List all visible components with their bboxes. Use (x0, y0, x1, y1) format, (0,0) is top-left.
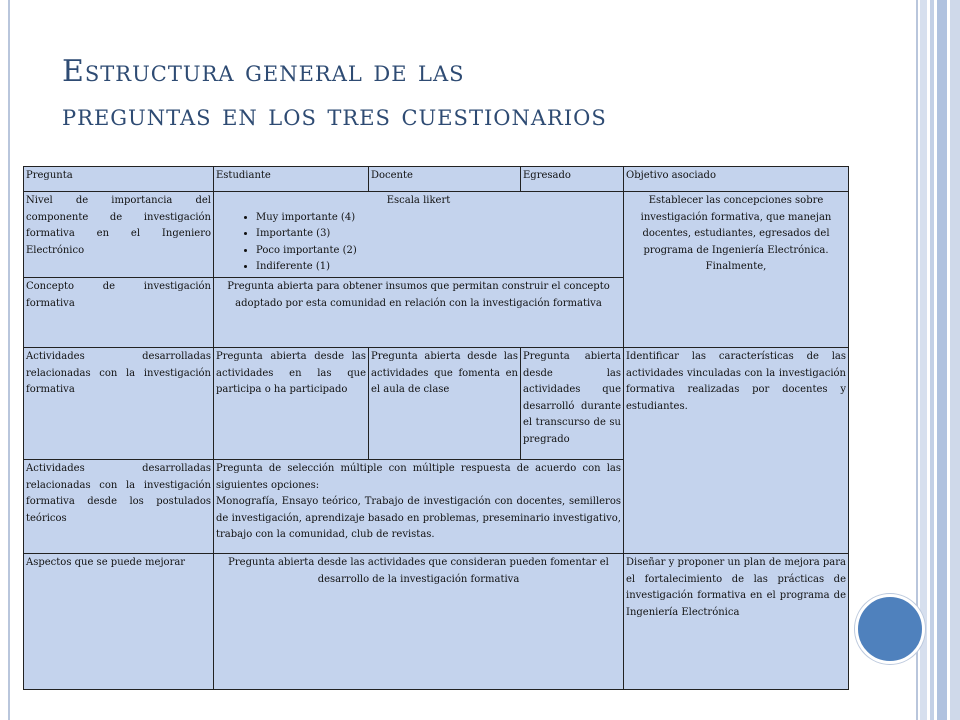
row4-respuesta-line1: Pregunta de selección múltiple con múltiple respuesta de acuerdo con las siguientes opciones: (216, 463, 621, 491)
likert-item: • Poco importante (2) (256, 243, 621, 260)
row2-respuesta: Pregunta abierta para obtener insumos que permitan construir el concepto adoptado por esta comunidad en relación con la investigación formativa (214, 278, 624, 348)
header-objetivo: Objetivo asociado (624, 167, 849, 192)
row3-egresado: Pregunta abierta desde las actividades que desarrolló durante el transcurso de su pregrado (521, 348, 624, 460)
row3-docente: Pregunta abierta desde las actividades que fomenta en el aula de clase (369, 348, 521, 460)
row5-objetivo: Diseñar y proponer un plan de mejora para el fortalecimiento de las prácticas de investigación formativa en el programa de Ingeniería Electrónica (624, 554, 849, 690)
row3-estudiante: Pregunta abierta desde las actividades en las que participa o ha participado (214, 348, 369, 460)
table-row (24, 348, 849, 460)
row1-objetivo: Establecer las concepciones sobre investigación formativa, que manejan docentes, estudiantes, egresados del programa de Ingeniería Electrónica. Finalmente, (624, 192, 849, 348)
likert-item: • Importante (3) (256, 226, 621, 243)
row4-pregunta: Actividades desarrolladas relacionadas con la investigación formativa desde los postulados teóricos (24, 460, 214, 554)
questions-table (23, 166, 849, 690)
likert-item: • Muy importante (4) (256, 210, 621, 227)
table-header-row (24, 167, 849, 192)
header-egresado: Egresado (521, 167, 624, 192)
table-row (24, 192, 849, 278)
row3-pregunta: Actividades desarrolladas relacionadas con la investigación formativa (24, 348, 214, 460)
header-pregunta: Pregunta (24, 167, 214, 192)
row4-respuesta-line2: Monografía, Ensayo teórico, Trabajo de investigación con docentes, semilleros de investigación, aprendizaje basado en problemas, preseminario investigativo, trabajo con la comunidad, club de revistas. (216, 496, 621, 540)
slide-title (62, 50, 882, 138)
side-decoration (930, 0, 934, 720)
likert-item: • Indiferente (1) (256, 259, 621, 276)
row4-respuesta (214, 460, 624, 554)
header-docente: Docente (369, 167, 521, 192)
slide-title-line-1: Estructura general de las (62, 54, 465, 89)
decorative-circle (865, 594, 915, 658)
side-decoration (937, 0, 947, 720)
side-decoration (950, 0, 960, 720)
likert-title: Escala likert (386, 195, 451, 206)
slide-title-line-2: preguntas en los tres cuestionarios (62, 98, 607, 133)
likert-list (216, 210, 621, 276)
row2-pregunta: Concepto de investigación formativa (24, 278, 214, 348)
row1-likert-cell (214, 192, 624, 278)
row3-objetivo: Identificar las características de las actividades vinculadas con la investigación formativa realizadas por docentes y estudiantes. (624, 348, 849, 554)
row5-respuesta: Pregunta abierta desde las actividades que consideran pueden fomentar el desarrollo de la investigación formativa (214, 554, 624, 690)
table-row (24, 554, 849, 690)
row5-pregunta: Aspectos que se puede mejorar (24, 554, 214, 690)
row1-pregunta: Nivel de importancia del componente de investigación formativa en el Ingeniero Electrónico (24, 192, 214, 278)
header-estudiante: Estudiante (214, 167, 369, 192)
